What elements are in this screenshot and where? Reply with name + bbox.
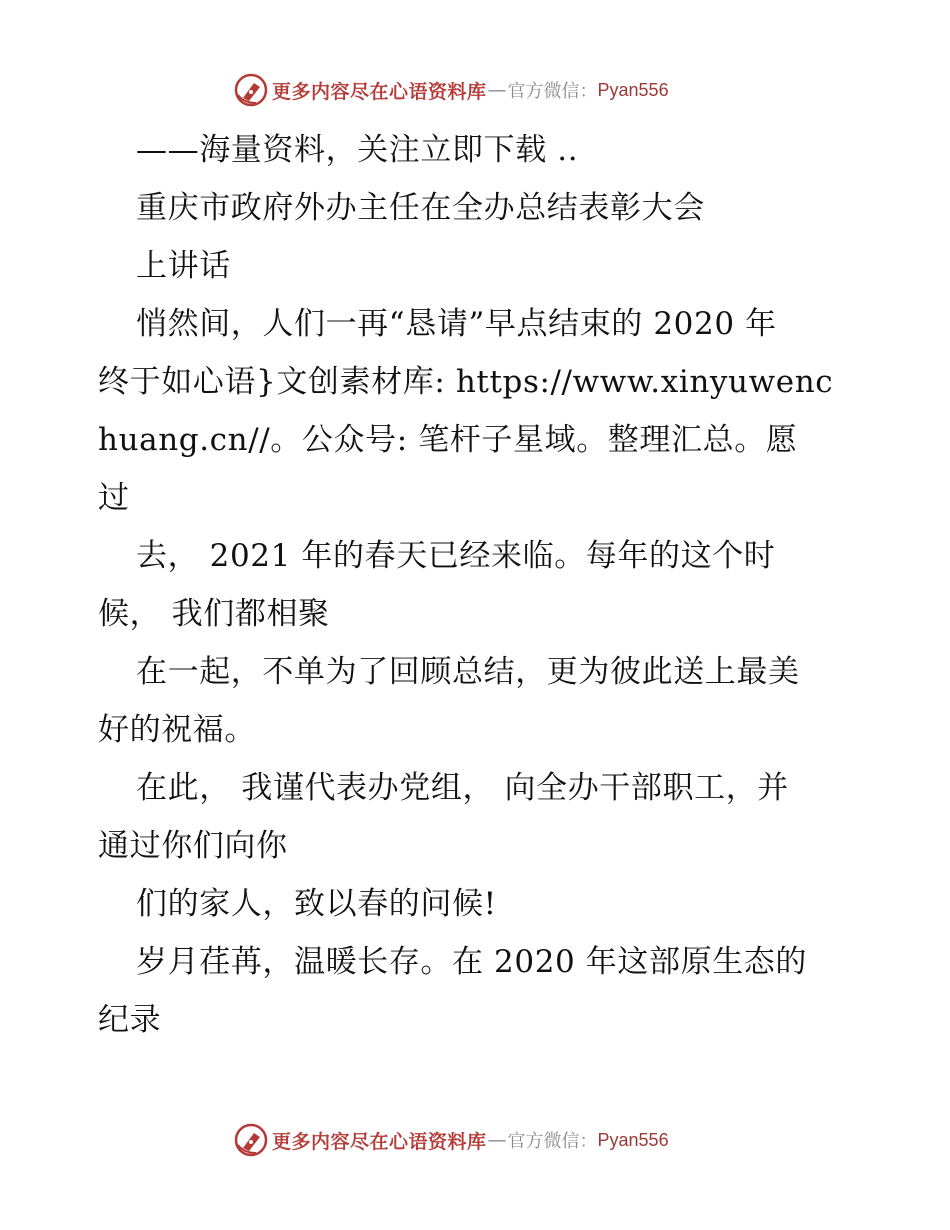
pen-nib-logo-icon xyxy=(234,1123,268,1157)
watermark-wechat-label: 官方微信： xyxy=(507,1131,598,1152)
text-line: 岁月荏苒，温暖长存。在 2020 年这部原生态的 xyxy=(136,944,807,980)
watermark-wechat-id: Pyan556 xyxy=(597,1129,669,1150)
text-line: ——海量资料，关注立即下载 .. xyxy=(136,132,579,168)
pen-nib-logo-icon xyxy=(234,73,268,107)
text-line: 好的祝福。 xyxy=(98,712,256,748)
watermark-wechat-id: Pyan556 xyxy=(597,79,669,100)
text-line: 们的家人，致以春的问候! xyxy=(136,886,497,922)
text-line: 悄然间，人们一再“恳请”早点结束的 2020 年 xyxy=(136,306,777,342)
text-line: 上讲话 xyxy=(136,248,231,284)
text-line: 候， 我们都相聚 xyxy=(98,596,330,632)
text-line: 重庆市政府外办主任在全办总结表彰大会 xyxy=(136,190,705,226)
text-line: 终于如心语}文创素材库: https://www.xinyuwenc xyxy=(98,364,834,400)
footer-watermark xyxy=(234,1122,754,1158)
header-watermark xyxy=(234,72,754,108)
text-line: 通过你们向你 xyxy=(98,828,288,864)
text-line: 过 xyxy=(98,480,130,516)
text-line: 在一起，不单为了回顾总结，更为彼此送上最美 xyxy=(136,654,800,690)
watermark-wechat-label: 官方微信： xyxy=(507,81,598,102)
text-line: 在此， 我谨代表办党组， 向全办干部职工，并 xyxy=(136,770,789,806)
text-line: 纪录 xyxy=(98,1002,162,1038)
watermark-main-text: 更多内容尽在心语资料库 xyxy=(272,1130,487,1153)
document-body xyxy=(98,121,858,1049)
watermark-dash: — xyxy=(487,79,507,101)
text-line: huang.cn//。公众号: 笔杆子星域。整理汇总。愿 xyxy=(98,422,798,458)
watermark-main-text: 更多内容尽在心语资料库 xyxy=(272,80,487,103)
text-line: 去， 2021 年的春天已经来临。每年的这个时 xyxy=(136,538,776,574)
watermark-dash: — xyxy=(487,1129,507,1151)
